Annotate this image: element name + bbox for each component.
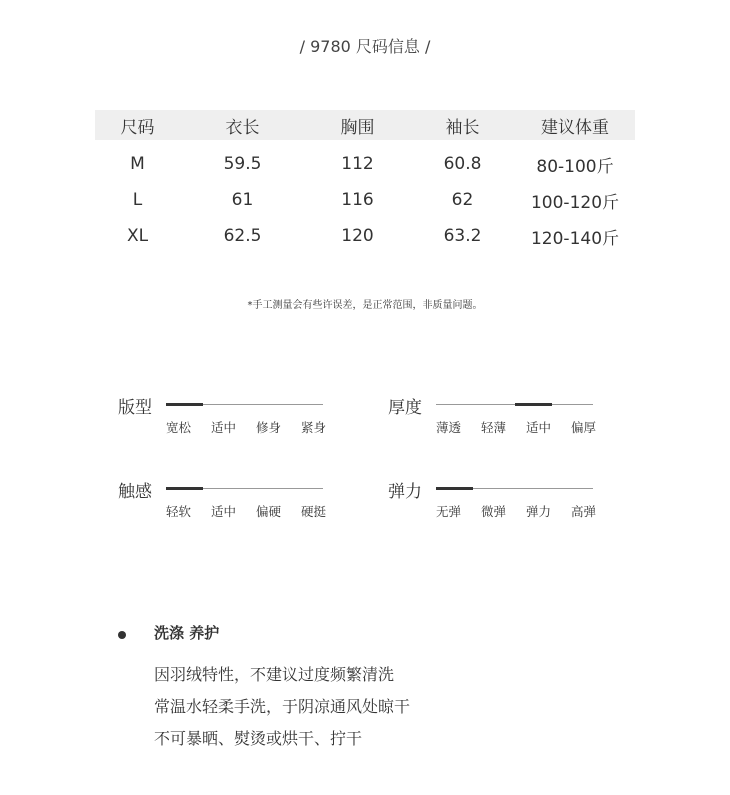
attr-scale-track — [166, 488, 323, 489]
attr-touch — [118, 477, 408, 527]
attr-option: 修身 — [256, 420, 282, 435]
attr-scale-track — [166, 404, 323, 405]
attr-option: 偏硬 — [256, 504, 282, 519]
table-cell: 80-100斤 — [536, 156, 614, 177]
table-cell: XL — [126, 226, 149, 246]
size-table — [95, 110, 635, 254]
attr-option: 高弹 — [571, 504, 597, 519]
attr-option: 适中 — [211, 504, 237, 519]
attr-option: 偏厚 — [571, 420, 597, 435]
care-line: 不可暴晒、熨烫或烘干、拧干 — [154, 729, 363, 748]
attr-label: 触感 — [118, 482, 152, 502]
attr-scale-indicator — [436, 487, 473, 490]
attr-option: 适中 — [211, 420, 237, 435]
attr-scale-indicator — [166, 487, 203, 490]
attr-label: 厚度 — [388, 398, 422, 418]
attr-option: 弹力 — [526, 504, 552, 519]
care-line: 因羽绒特性，不建议过度频繁清洗 — [154, 665, 395, 684]
attr-option: 轻软 — [166, 504, 192, 519]
attr-label: 弹力 — [388, 482, 422, 502]
attr-option: 紧身 — [301, 420, 327, 435]
attr-scale-track — [436, 404, 593, 405]
table-cell: L — [132, 190, 143, 210]
measurement-note: *手工测量会有些许误差，是正常范围，非质量问题。 — [247, 300, 483, 311]
table-cell: 100-120斤 — [530, 192, 620, 213]
attr-option: 无弹 — [436, 504, 462, 519]
attr-option: 轻薄 — [481, 420, 507, 435]
table-cell: 120 — [341, 226, 374, 246]
attr-option: 微弹 — [481, 504, 507, 519]
header-cell: 尺码 — [120, 117, 155, 138]
table-cell: 62.5 — [223, 226, 262, 246]
attr-elasticity — [388, 477, 678, 527]
table-cell: 59.5 — [223, 154, 262, 174]
attr-option: 适中 — [526, 420, 552, 435]
table-row — [95, 218, 635, 254]
care-title: 洗涤 养护 — [154, 624, 220, 642]
header-cell: 衣长 — [225, 117, 260, 138]
table-header — [95, 110, 635, 140]
header-cell: 袖长 — [445, 117, 480, 138]
table-row — [95, 182, 635, 218]
attr-option: 硬挺 — [301, 504, 327, 519]
table-cell: 116 — [341, 190, 374, 210]
page-title: / 9780 尺码信息 / — [299, 37, 431, 56]
attr-option: 薄透 — [436, 420, 462, 435]
attr-fit — [118, 393, 408, 443]
attr-option: 宽松 — [166, 420, 192, 435]
attr-thickness — [388, 393, 678, 443]
bullet-icon — [118, 631, 126, 639]
table-cell: 60.8 — [443, 154, 482, 174]
attr-scale-indicator — [166, 403, 203, 406]
table-cell: M — [130, 154, 145, 174]
table-row — [95, 146, 635, 182]
table-cell: 62 — [451, 190, 474, 210]
table-cell: 120-140斤 — [530, 228, 620, 249]
header-cell: 建议体重 — [541, 117, 609, 138]
attr-scale-track — [436, 488, 593, 489]
table-cell: 61 — [231, 190, 254, 210]
care-line: 常温水轻柔手洗，于阴凉通风处晾干 — [154, 697, 411, 716]
header-cell: 胸围 — [340, 117, 375, 138]
attr-label: 版型 — [118, 398, 152, 418]
attr-scale-indicator — [515, 403, 552, 406]
table-cell: 112 — [341, 154, 374, 174]
table-cell: 63.2 — [443, 226, 482, 246]
